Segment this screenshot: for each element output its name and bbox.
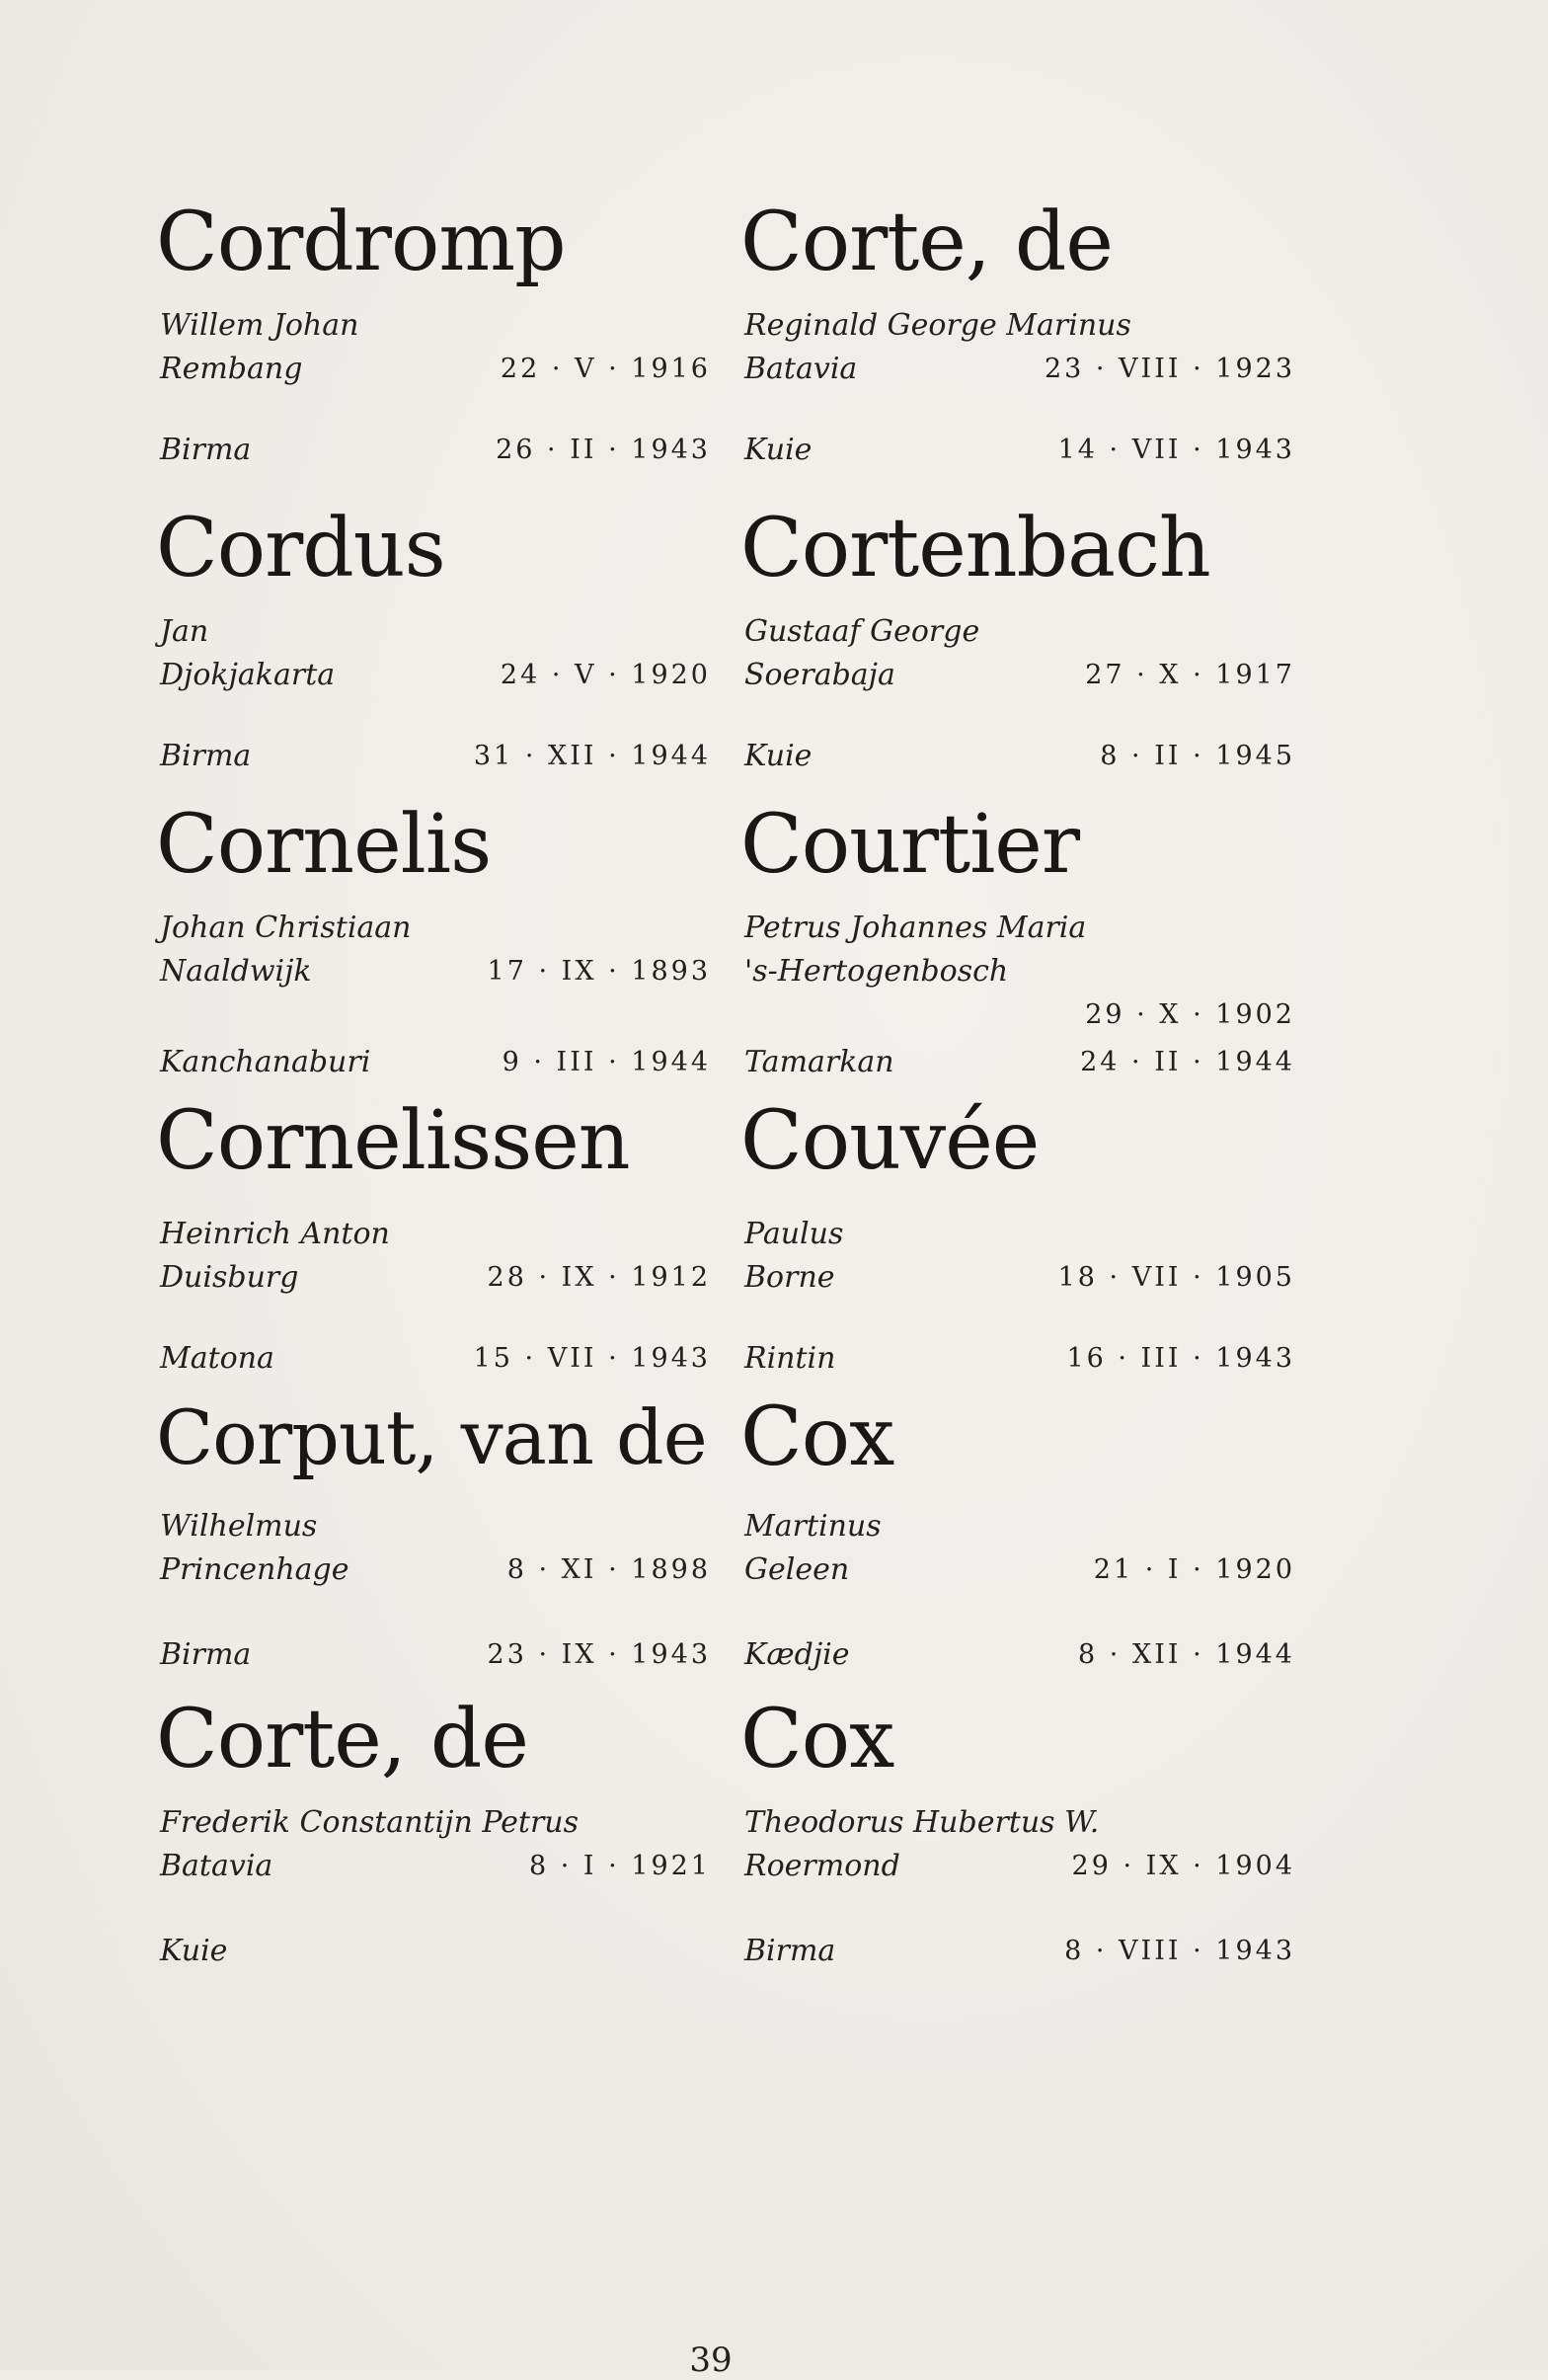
- death-date: 8 · XII · 1944: [1078, 1639, 1295, 1670]
- death-date: 23 · IX · 1943: [487, 1639, 711, 1670]
- entry-couvee: [742, 1096, 1295, 1392]
- given-names: Petrus Johannes Maria: [744, 911, 1087, 945]
- birth-date: 29 · X · 1902: [1085, 999, 1295, 1030]
- death-place: Birma: [160, 1637, 252, 1672]
- entry-cornelissen: [158, 1096, 711, 1392]
- birth-place: Naaldwijk: [160, 954, 312, 989]
- birth-place: Djokjakarta: [160, 658, 336, 692]
- birth-date: 18 · VII · 1905: [1057, 1262, 1295, 1293]
- death-date: 24 · II · 1944: [1080, 1047, 1295, 1077]
- death-place: Kuie: [160, 1934, 228, 1968]
- death-place: Kanchanaburi: [160, 1045, 371, 1079]
- death-place: Kuie: [744, 739, 813, 773]
- entry-cornelis: [158, 800, 711, 1096]
- given-names: Johan Christiaan: [160, 911, 412, 945]
- entry-corte-de-reginald: [742, 198, 1295, 494]
- birth-place: Princenhage: [160, 1552, 349, 1587]
- surname: Cox: [740, 1693, 894, 1786]
- surname: Cordus: [156, 502, 445, 595]
- death-date: 9 · III · 1944: [502, 1047, 711, 1077]
- birth-date: 17 · IX · 1893: [487, 956, 711, 987]
- surname: Corte, de: [156, 1693, 528, 1786]
- given-names: Theodorus Hubertus W.: [744, 1805, 1100, 1840]
- entry-cordromp: [158, 198, 711, 494]
- birth-place: Batavia: [744, 352, 858, 386]
- death-place: Rintin: [744, 1341, 836, 1376]
- birth-place: Rembang: [160, 352, 303, 386]
- death-place: Tamarkan: [744, 1045, 894, 1079]
- birth-date: 28 · IX · 1912: [487, 1262, 711, 1293]
- entry-courtier: [742, 800, 1295, 1096]
- death-date: 26 · II · 1943: [496, 435, 711, 465]
- birth-place: Duisburg: [160, 1260, 299, 1295]
- death-place: Birma: [160, 739, 252, 773]
- birth-place: Roermond: [744, 1849, 900, 1883]
- surname: Corput, van de: [156, 1393, 707, 1481]
- given-names: Reginald George Marinus: [744, 308, 1131, 343]
- surname: Cornelissen: [156, 1094, 630, 1188]
- death-date: 8 · VIII · 1943: [1064, 1936, 1295, 1966]
- birth-place: 's-Hertogenbosch: [744, 954, 1009, 989]
- birth-date: 23 · VIII · 1923: [1044, 354, 1295, 384]
- death-place: Birma: [744, 1934, 836, 1968]
- given-names: Frederik Constantijn Petrus: [160, 1805, 580, 1840]
- surname: Cox: [740, 1390, 894, 1484]
- surname: Cornelis: [156, 798, 492, 892]
- birth-place: Geleen: [744, 1552, 850, 1587]
- birth-place: Batavia: [160, 1849, 273, 1883]
- given-names: Heinrich Anton: [160, 1217, 390, 1251]
- birth-date: 8 · I · 1921: [528, 1851, 711, 1881]
- birth-place: Borne: [744, 1260, 835, 1295]
- birth-place: Soerabaja: [744, 658, 895, 692]
- entry-cordus: [158, 504, 711, 800]
- entry-corput-van-de: [158, 1392, 711, 1689]
- given-names: Paulus: [744, 1217, 844, 1251]
- surname: Corte, de: [740, 196, 1113, 289]
- given-names: Willem Johan: [160, 308, 359, 343]
- birth-date: 29 · IX · 1904: [1071, 1851, 1295, 1881]
- death-date: 15 · VII · 1943: [473, 1343, 711, 1374]
- entry-cox-martinus: [742, 1392, 1295, 1689]
- given-names: Gustaaf George: [744, 614, 980, 649]
- entry-cox-theodorus: [742, 1695, 1295, 1991]
- death-place: Birma: [160, 433, 252, 467]
- death-date: 16 · III · 1943: [1066, 1343, 1295, 1374]
- given-names: Jan: [160, 614, 209, 649]
- birth-date: 24 · V · 1920: [500, 660, 711, 690]
- birth-date: 8 · XI · 1898: [506, 1554, 711, 1585]
- given-names: Martinus: [744, 1509, 882, 1544]
- entry-cortenbach: [742, 504, 1295, 800]
- birth-date: 27 · X · 1917: [1085, 660, 1295, 690]
- given-names: Wilhelmus: [160, 1509, 318, 1544]
- birth-date: 21 · I · 1920: [1093, 1554, 1295, 1585]
- death-place: Kædjie: [744, 1637, 850, 1672]
- surname: Courtier: [740, 798, 1080, 892]
- death-date: 14 · VII · 1943: [1057, 435, 1295, 465]
- death-place: Matona: [160, 1341, 274, 1376]
- entry-corte-de-frederik: [158, 1695, 711, 1991]
- birth-date: 22 · V · 1916: [500, 354, 711, 384]
- death-place: Kuie: [744, 433, 813, 467]
- surname: Cordromp: [156, 196, 566, 289]
- death-date: 8 · II · 1945: [1100, 741, 1295, 771]
- death-date: 31 · XII · 1944: [473, 741, 711, 771]
- surname: Couvée: [740, 1094, 1040, 1188]
- surname: Cortenbach: [740, 502, 1210, 595]
- page-number: 39: [689, 2340, 733, 2380]
